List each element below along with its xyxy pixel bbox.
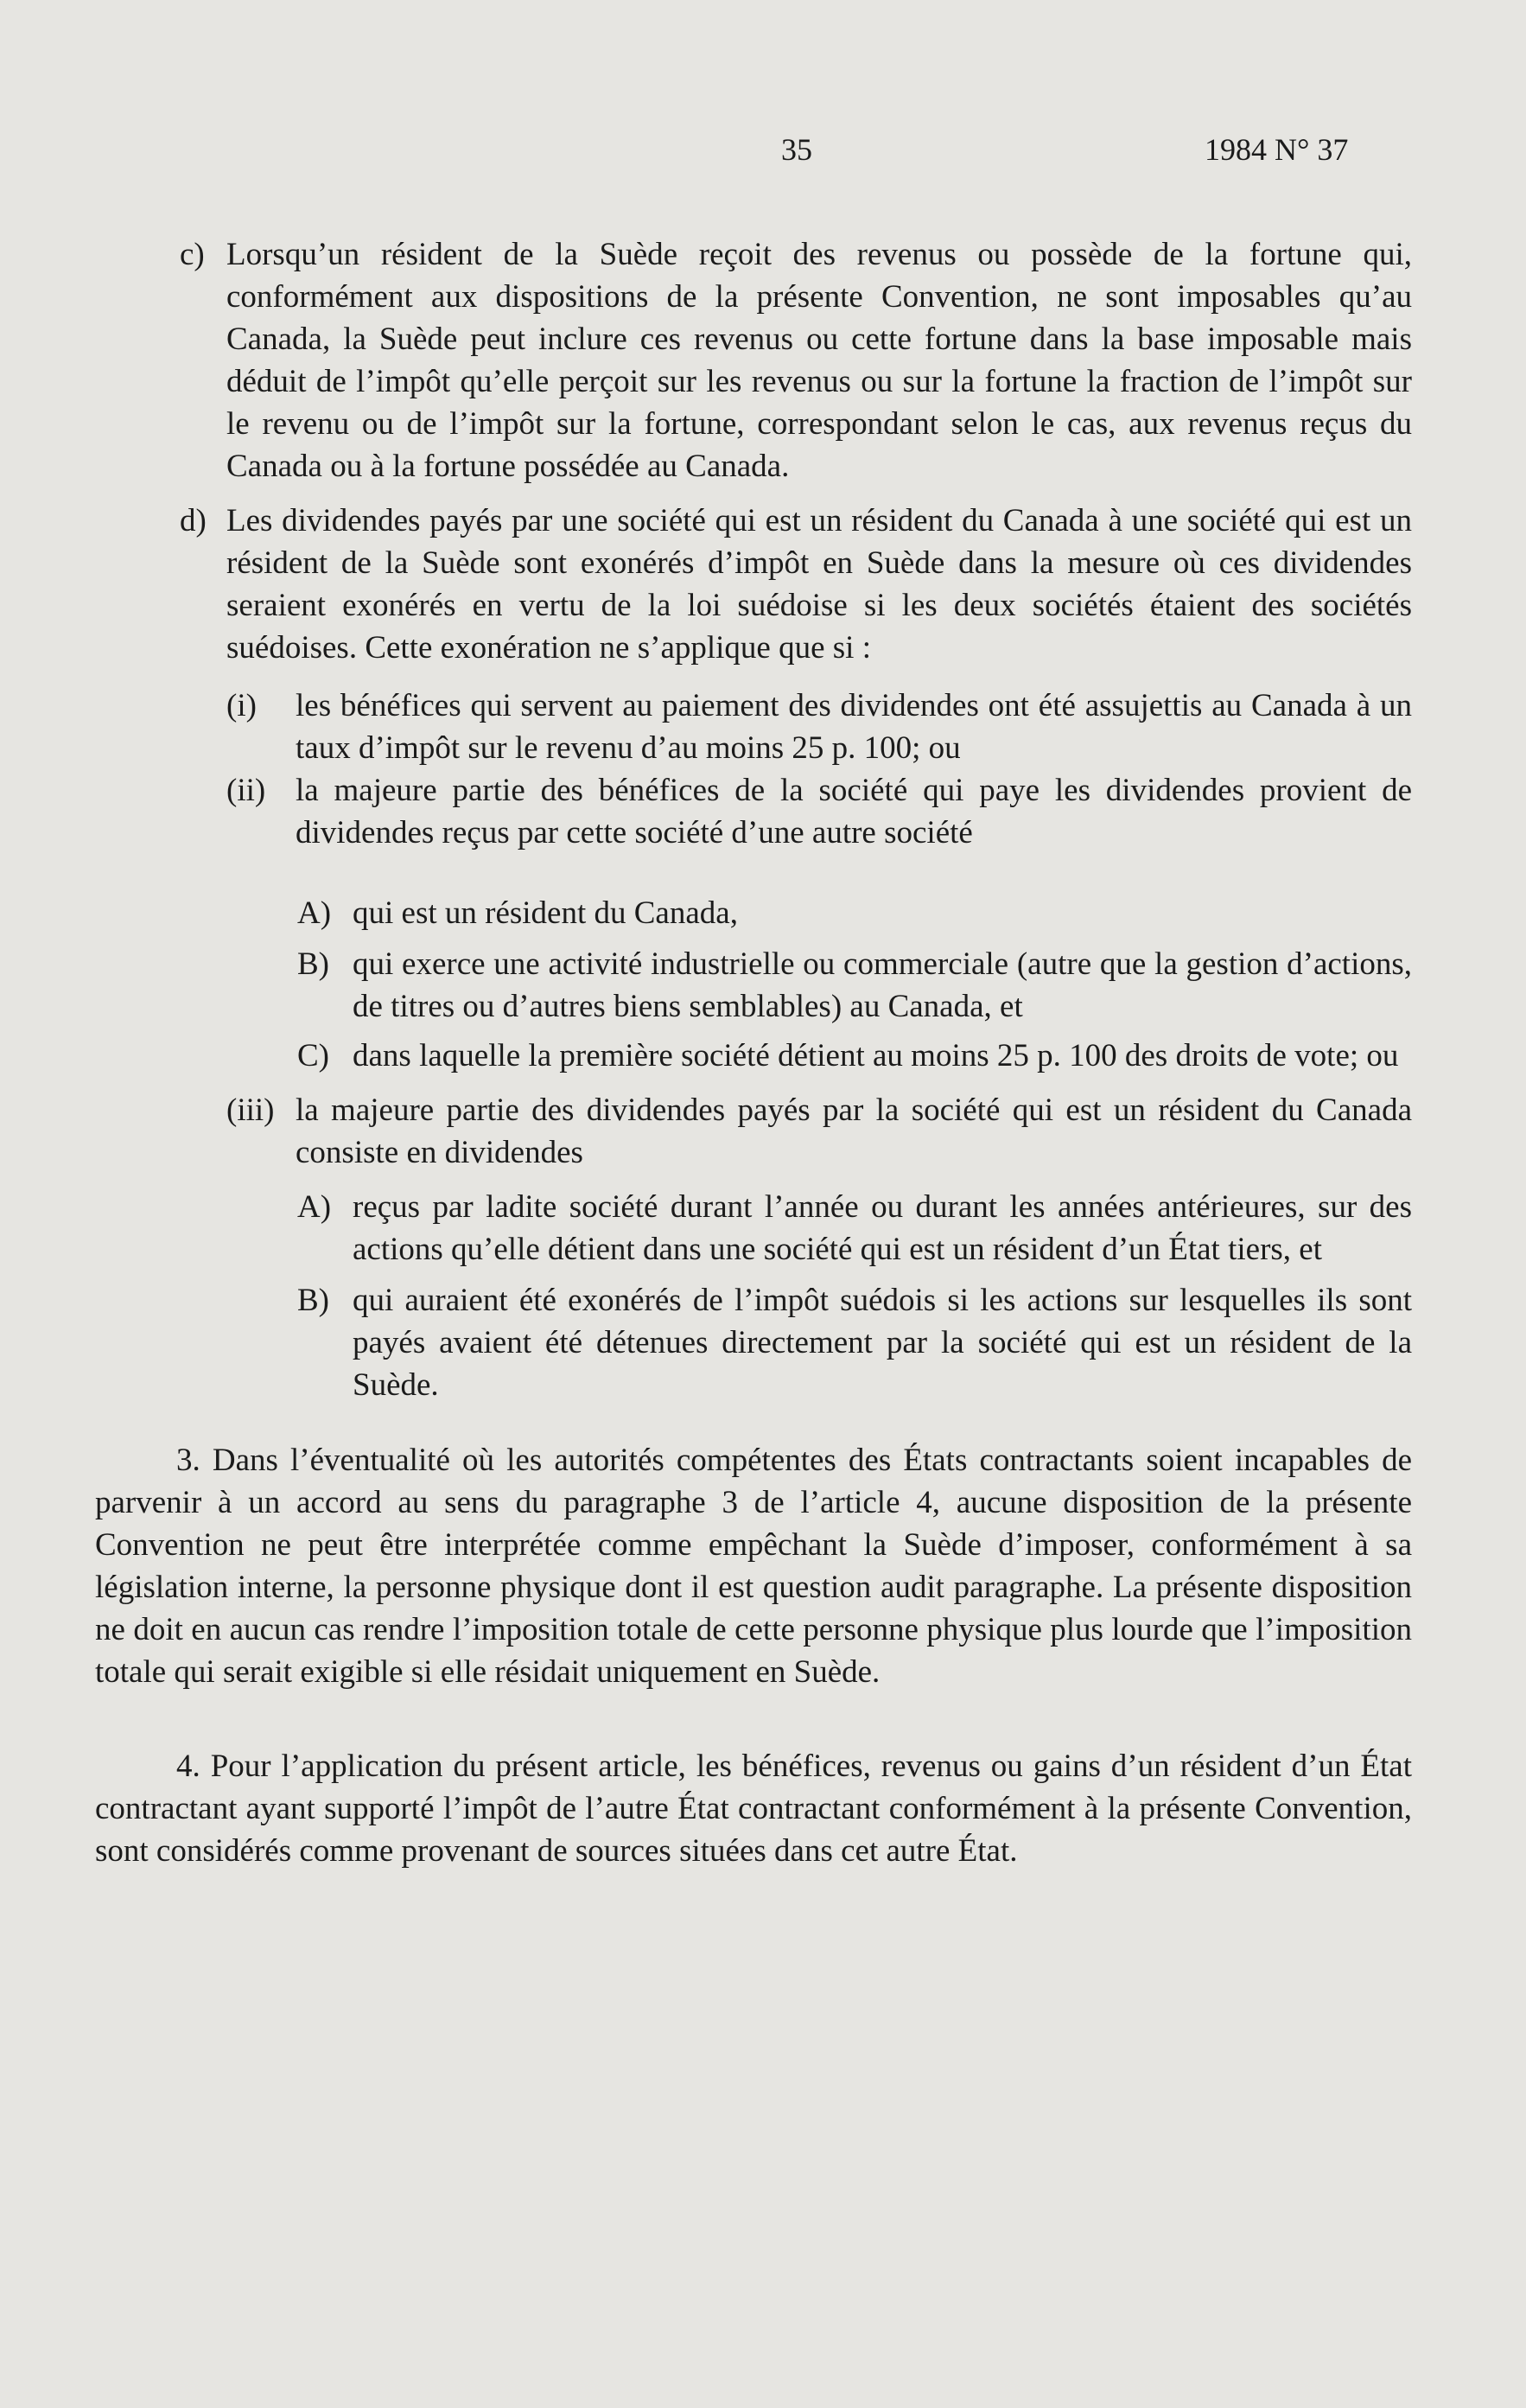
document-body xyxy=(0,233,1526,1872)
subparagraph-label: d) xyxy=(180,503,207,538)
page-header xyxy=(0,131,1526,175)
subclause-ii-c xyxy=(297,1035,1412,1077)
page-number: 35 xyxy=(781,132,812,167)
paragraph-4: 4. Pour l’application du présent article, les bénéfices, revenus ou gains d’un résident d’un État contractant ayant supporté l’impôt de l’autre État contractant conformément à la présente Convention, sont considérés comme provenant de sources situées dans cet autre État. xyxy=(95,1749,1412,1869)
subclause-label: A) xyxy=(297,895,332,931)
subclause-label: C) xyxy=(297,1038,329,1073)
subclause-text: dans laquelle la première société détient au moins 25 p. 100 des droits de vote; ou xyxy=(353,1038,1399,1073)
subparagraph-label: c) xyxy=(180,237,205,272)
subclause-text: qui exerce une activité industrielle ou commerciale (autre que la gestion d’actions, de titres ou d’autres biens semblables) au Canada, et xyxy=(353,946,1412,1024)
subclause-iii-a xyxy=(297,1186,1412,1271)
subparagraph-text: Les dividendes payés par une société qui est un résident du Canada à une société qui est un résident de la Suède sont exonérés d’impôt en Suède dans la mesure où ces dividendes seraient exonérés en vertu de la loi suédoise si les deux sociétés étaient des sociétés suédoises. Cette exonération ne s’applique que si : xyxy=(226,503,1412,666)
issue-number: 1984 N° 37 xyxy=(1205,132,1349,167)
subclause-label: B) xyxy=(297,1283,329,1318)
clause-text: les bénéfices qui servent au paiement des dividendes ont été assujettis au Canada à un taux d’impôt sur le revenu d’au moins 25 p. 100; ou xyxy=(296,688,1412,766)
clause-label: (ii) xyxy=(226,773,266,808)
subparagraph-d xyxy=(180,500,1412,669)
subclause-text: qui est un résident du Canada, xyxy=(353,895,738,931)
subparagraph-c xyxy=(180,233,1412,487)
subclause-text: reçus par ladite société durant l’année ou durant les années antérieures, sur des actions qu’elle détient dans une société qui est un résident d’un État tiers, et xyxy=(353,1189,1412,1267)
subclause-iii-b xyxy=(297,1279,1412,1406)
clause-text: la majeure partie des bénéfices de la société qui paye les dividendes provient de dividendes reçus par cette société d’une autre société xyxy=(296,773,1412,850)
subclause-ii-a xyxy=(297,892,1412,934)
subclause-label: A) xyxy=(297,1189,332,1225)
clause-label: (iii) xyxy=(226,1093,275,1128)
clause-label: (i) xyxy=(226,688,257,723)
subclause-text: qui auraient été exonérés de l’impôt suédois si les actions sur lesquelles ils sont payés avaient été détenues directement par la société qui est un résident de la Suède. xyxy=(353,1283,1412,1403)
paragraph-3: 3. Dans l’éventualité où les autorités compétentes des États contractants soient incapables de parvenir à un accord au sens du paragraphe 3 de l’article 4, aucune disposition de la présente Convention ne peut être interprétée comme empêchant la Suède d’imposer, conformément à sa législation interne, la personne physique dont il est question audit paragraphe. La présente disposition ne doit en aucun cas rendre l’imposition totale de cette personne physique plus lourde que l’imposition totale qui serait exigible si elle résidait uniquement en Suède. xyxy=(95,1443,1412,1690)
clause-text: la majeure partie des dividendes payés par la société qui est un résident du Canada consiste en dividendes xyxy=(296,1093,1412,1170)
clause-iii xyxy=(226,1089,1412,1174)
clause-i xyxy=(226,685,1412,769)
clause-ii xyxy=(226,769,1412,854)
subparagraph-text: Lorsqu’un résident de la Suède reçoit des revenus ou possède de la fortune qui, conformément aux dispositions de la présente Convention, ne sont imposables qu’au Canada, la Suède peut inclure ces revenus ou cette fortune dans la base imposable mais déduit de l’impôt qu’elle perçoit sur les revenus ou sur la fortune la fraction de l’impôt sur le revenu ou de l’impôt sur la fortune, correspondant selon le cas, aux revenus reçus du Canada ou à la fortune possédée au Canada. xyxy=(226,237,1412,484)
subclause-label: B) xyxy=(297,946,329,982)
subclause-ii-b xyxy=(297,943,1412,1028)
